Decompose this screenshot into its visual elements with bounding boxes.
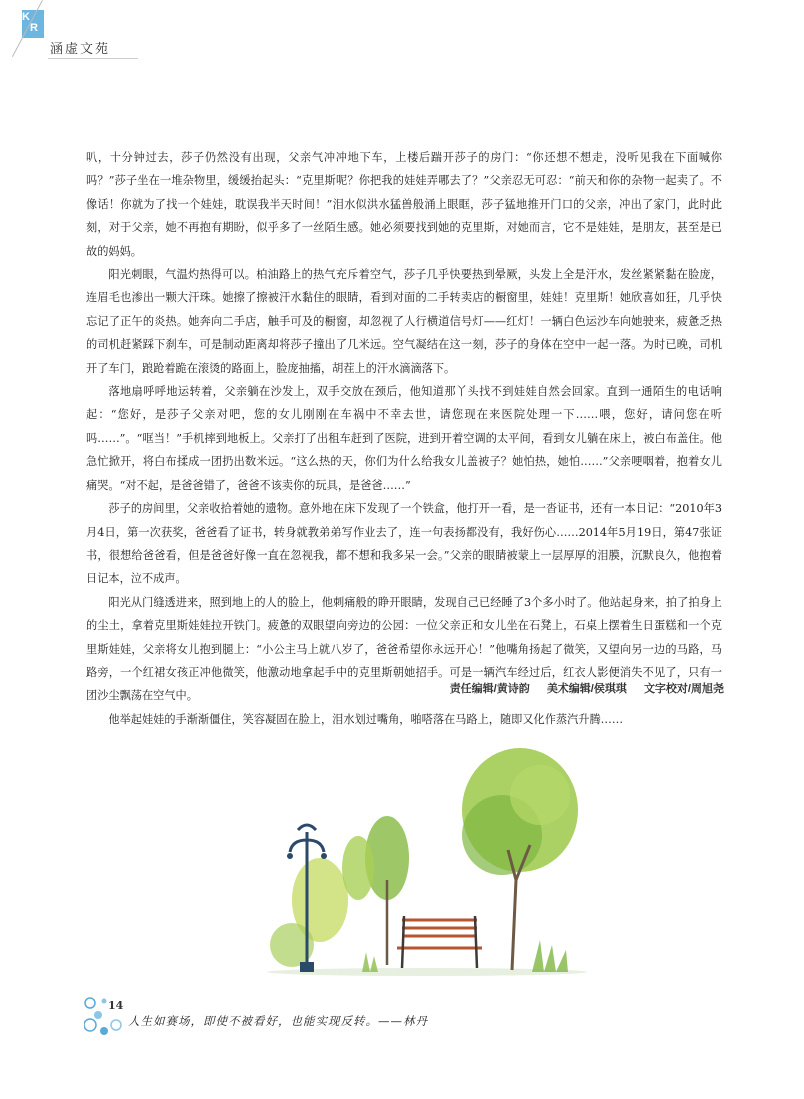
paragraph: 阳光刺眼，气温灼热得可以。柏油路上的热气充斥着空气，莎子几乎快要热到晕厥，头发上全是汗水，发丝紧紧黏在脸庞，连眉毛也渗出一颗大汗珠。她擦了擦被汗水黏住的眼睛，看到对面的二手转卖店的橱窗里，娃娃！克里斯！她欣喜如狂，几乎快忘记了正午的炎热。她奔向二手店，触手可及的橱窗，却忽视了人行横道信号灯——红灯！一辆白色运沙车向她驶来，疲惫乏热的司机赶紧踩下刹车，可是制动距离却将莎子撞出了几米远。空气凝结在这一刻，莎子的身体在空中一起一落。为时已晚，司机开了车门，踉跄着跪在滚烫的路面上，脸庞抽搐，胡茬上的汗水滴滴落下。: [86, 268, 722, 375]
section-title: 涵虚文苑: [50, 42, 111, 57]
paragraph: 他举起娃娃的手渐渐僵住，笑容凝固在脸上，泪水划过嘴角，啪嗒落在马路上，随即又化作蒸汽升腾……: [108, 712, 624, 726]
paragraph: 莎子的房间里，父亲收拾着她的遗物。意外地在床下发现了一个铁盒，他打开一看，是一沓证书，还有一本日记：“2010年3月4日，第一次获奖，爸爸看了证书，转身就教弟弟写作业去了，连一句表扬都没有，我好伤心……2014年5月19日，第47张证书，很想给爸爸看，但是爸爸好像一直在忽视我，都不想和我多呆一会。”父亲的眼睛被蒙上一层厚厚的泪膜，沉默良久，他抱着日记本，泣不成声。: [86, 502, 722, 586]
article-body: [86, 146, 722, 731]
park-watercolor-illustration: [262, 740, 592, 980]
paragraph: 阳光从门缝透进来，照到地上的人的脸上，他刺痛般的睁开眼睛，发现自己已经睡了3个多小时了。他站起身来，拍了拍身上的尘土，拿着克里斯娃娃拉开铁门。疲惫的双眼望向旁边的公园：一位父亲正和女儿坐在石凳上，石桌上摆着生日蛋糕和一个克里斯娃娃，父亲将女儿抱到腿上：“小公主马上就八岁了，爸爸希望你永远开心！”他嘴角扬起了微笑，又望向另一边的马路，马路旁，一个红裙女孩正冲他微笑，他激动地拿起手中的克里斯朝她招手。可是一辆汽车经过后，红衣人影便消失不见了，只有一团沙尘飘荡在空气中。: [86, 595, 722, 703]
footer-quote: 人生如赛场，即使不被看好，也能实现反转。——林丹: [128, 1014, 428, 1028]
paragraph: 叭，十分钟过去，莎子仍然没有出现，父亲气冲冲地下车，上楼后踹开莎子的房门：“你还想不想走，没听见我在下面喊你吗？”莎子坐在一堆杂物里，缓缓抬起头：“克里斯呢？你把我的娃娃弄哪去了？”父亲忍无可忍：“前天和你的杂物一起卖了。不像话！你就为了找一个娃娃，耽误我半天时间！”泪水似洪水猛兽般涌上眼眶，莎子猛地推开门口的父亲，冲出了家门，此时此刻，对于父亲，她不再抱有期盼，似乎多了一丝陌生感。她必须要找到她的克里斯，对她而言，它不是娃娃，是朋友，甚至是已故的妈妈。: [86, 151, 722, 258]
editorial-credits: [436, 680, 724, 696]
editor-credit: 责任编辑/黄诗韵: [449, 683, 530, 695]
paragraph: 落地扇呼呼地运转着，父亲躺在沙发上，双手交放在颈后，他知道那丫头找不到娃娃自然会回家。直到一通陌生的电话响起：“您好，是莎子父亲对吧，您的女儿刚刚在车祸中不幸去世，请您现在来医院处理一下……喂，您好，请问您在听吗……”。“哐当！”手机摔到地板上。父亲打了出租车赶到了医院，进到开着空调的太平间，看到女儿躺在床上，被白布盖住。他急忙掀开，将白布揉成一团扔出数米远。“这么热的天，你们为什么给我女儿盖被子？她怕热，她怕……”父亲哽咽着，抱着女儿痛哭。“对不起，是爸爸错了，爸爸不该卖你的玩具，是爸爸……”: [86, 385, 722, 492]
header-underline: [48, 58, 138, 59]
art-editor-credit: 美术编辑/侯琪琪: [546, 683, 627, 695]
proofreader-credit: 文字校对/周旭尧: [643, 683, 724, 695]
page-number: 14: [108, 999, 124, 1012]
logo-letters: K R: [22, 11, 38, 34]
